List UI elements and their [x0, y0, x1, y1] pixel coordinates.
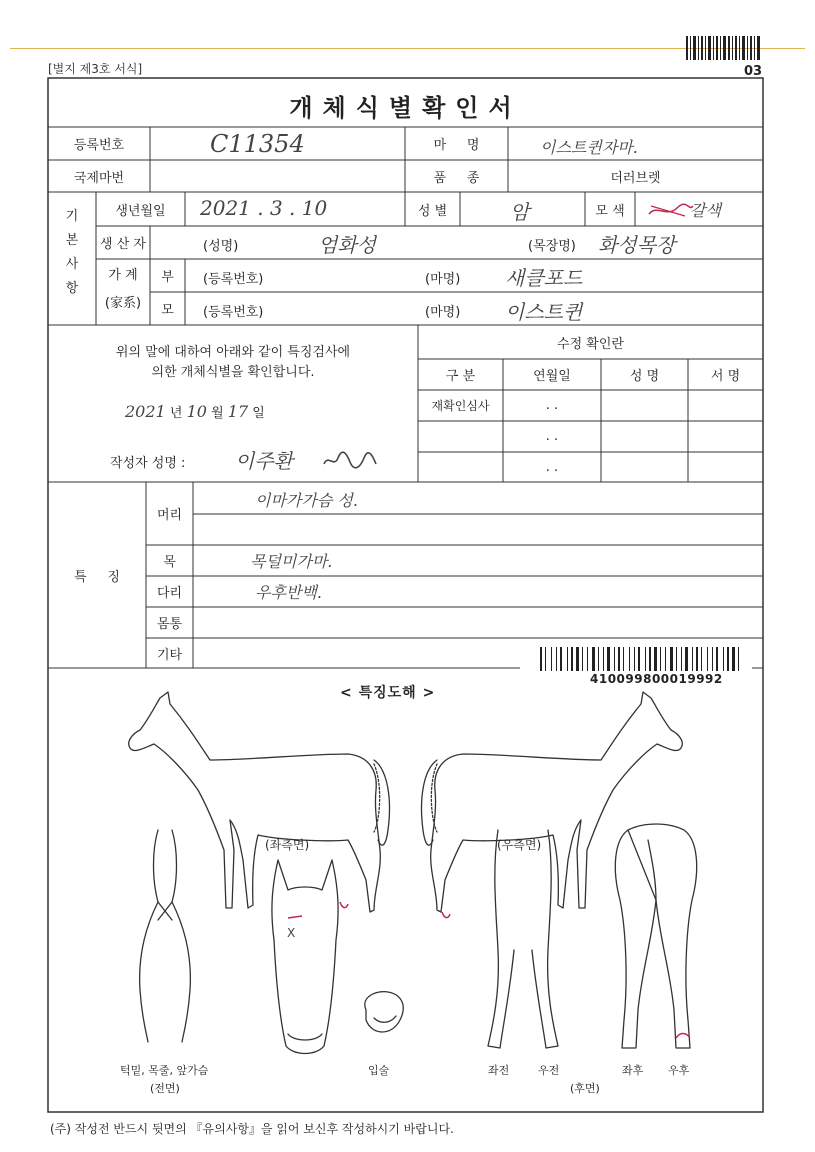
date-day-value: 17 [227, 402, 249, 421]
fore-left-label: 좌전 [488, 1064, 510, 1077]
confirm-date [125, 402, 265, 421]
rev-row-3-date: . . [545, 459, 559, 475]
feature-other-label: 기타 [156, 647, 183, 663]
horse-name-value: 이스트퀸자마. [540, 138, 638, 157]
intl-no-label: 국제마번 [73, 170, 125, 186]
face-view [272, 860, 338, 1054]
date-year-value: 2021 [125, 402, 166, 421]
breed-value: 더러브렛 [610, 170, 661, 186]
producer-label: 생 산 자 [100, 237, 146, 252]
sire-label: 부 [161, 270, 174, 285]
rev-col-sign: 서 명 [710, 369, 741, 384]
footer-note: (주) 작성전 반드시 뒷면의 『유의사항』을 읽어 보신후 작성하시기 바랍니다. [50, 1122, 454, 1136]
reg-no-label: 등록번호 [73, 138, 125, 153]
barcode-bars [540, 647, 740, 671]
rear-view [615, 824, 696, 1048]
writer-signature [320, 448, 380, 472]
farm-label: (목장명) [528, 239, 576, 254]
barcode-sticker [520, 645, 752, 687]
right-side-label: (우측면) [497, 838, 542, 852]
rev-col-type: 구 분 [445, 369, 476, 384]
coat-strikeout [645, 200, 695, 220]
feature-neck-label: 목 [163, 555, 176, 570]
form-number-label: [별지 제3호 서식] [48, 62, 143, 76]
birth-value: 2021 . 3 . 10 [200, 196, 328, 220]
dam-name-value: 이스트퀸 [505, 300, 583, 324]
feature-neck-value: 목덜미가마. [250, 552, 333, 571]
front-caption: 턱밑, 목줄, 앞가슴 [120, 1064, 209, 1077]
writer-value: 이주환 [235, 449, 293, 473]
date-year-label: 년 [169, 406, 183, 421]
rear-right-mark [676, 1034, 690, 1039]
face-mark: X [287, 926, 296, 940]
rev-col-name: 성 명 [629, 369, 660, 384]
barcode-number: 410099800019992 [590, 672, 723, 686]
feature-legs-value: 우후반백. [255, 583, 322, 602]
page-number: 03 [744, 64, 763, 79]
confirm-statement-2: 의한 개체식별을 확인합니다. [151, 365, 315, 380]
front-chest-view [140, 830, 191, 1042]
diagram-title: < 특징도해 > [340, 685, 436, 701]
feature-legs-label: 다리 [156, 586, 183, 601]
date-day-label: 일 [252, 406, 265, 421]
front-label: (전면) [150, 1082, 180, 1095]
birth-label: 생년월일 [115, 203, 166, 219]
sire-reg-label: (등록번호) [203, 272, 264, 287]
basic-section-label: 기 본 사 항 [65, 209, 79, 296]
lip-label: 입술 [368, 1064, 390, 1077]
hind-left-label: 좌후 [622, 1064, 644, 1077]
rev-col-date: 연월일 [533, 369, 571, 384]
horse-name-label: 마 명 [433, 138, 480, 153]
confirm-statement-1: 위의 말에 대하여 아래와 같이 특징검사에 [115, 345, 351, 360]
right-side-horse [422, 692, 683, 912]
front-legs-view [488, 830, 558, 1048]
rev-row-2-date: . . [545, 429, 559, 444]
left-side-horse [129, 692, 390, 912]
feature-head-label: 머리 [156, 508, 183, 523]
coat-label: 모 색 [595, 203, 625, 219]
revision-title: 수정 확인란 [557, 336, 624, 352]
reg-no-value: C11354 [210, 130, 305, 158]
date-month-label: 월 [211, 406, 224, 421]
document-title: 개체식별확인서 [289, 94, 522, 122]
coat-value: 갈색 [690, 201, 721, 220]
horse-diagrams [48, 690, 763, 1110]
intl-no-value [150, 160, 405, 192]
rev-row-1-date: . . [545, 398, 559, 413]
fore-right-label: 우전 [538, 1064, 560, 1077]
feature-head-value: 이마가가슴 성. [255, 491, 358, 510]
date-month-value: 10 [186, 402, 207, 421]
hind-right-label: 우후 [668, 1064, 690, 1077]
producer-name-label: (성명) [203, 239, 239, 254]
sire-name-value: 새클포드 [505, 266, 583, 290]
dam-reg-label: (등록번호) [203, 305, 264, 320]
sire-name-label: (마명) [425, 272, 461, 287]
dam-name-label: (마명) [425, 305, 461, 320]
left-hind-mark [340, 902, 348, 908]
feature-body-label: 몸통 [156, 617, 183, 632]
writer-label: 작성자 성명 : [110, 456, 186, 471]
left-side-label: (좌측면) [265, 838, 310, 852]
right-hind-mark [442, 912, 450, 918]
rear-label: (후면) [570, 1082, 600, 1095]
rev-row-label: 재확인심사 [431, 399, 490, 413]
breed-label: 품 종 [433, 170, 480, 186]
face-mark-line [288, 916, 302, 918]
sex-value: 암 [510, 200, 530, 224]
sex-label: 성 별 [417, 203, 448, 219]
farm-value: 화성목장 [598, 233, 676, 257]
lineage-label: 가 계 (家系) [104, 268, 142, 311]
features-section-label: 특 징 [74, 569, 120, 585]
dam-label: 모 [161, 303, 174, 318]
producer-name-value: 엄화성 [318, 233, 376, 257]
lip-view [365, 992, 403, 1032]
